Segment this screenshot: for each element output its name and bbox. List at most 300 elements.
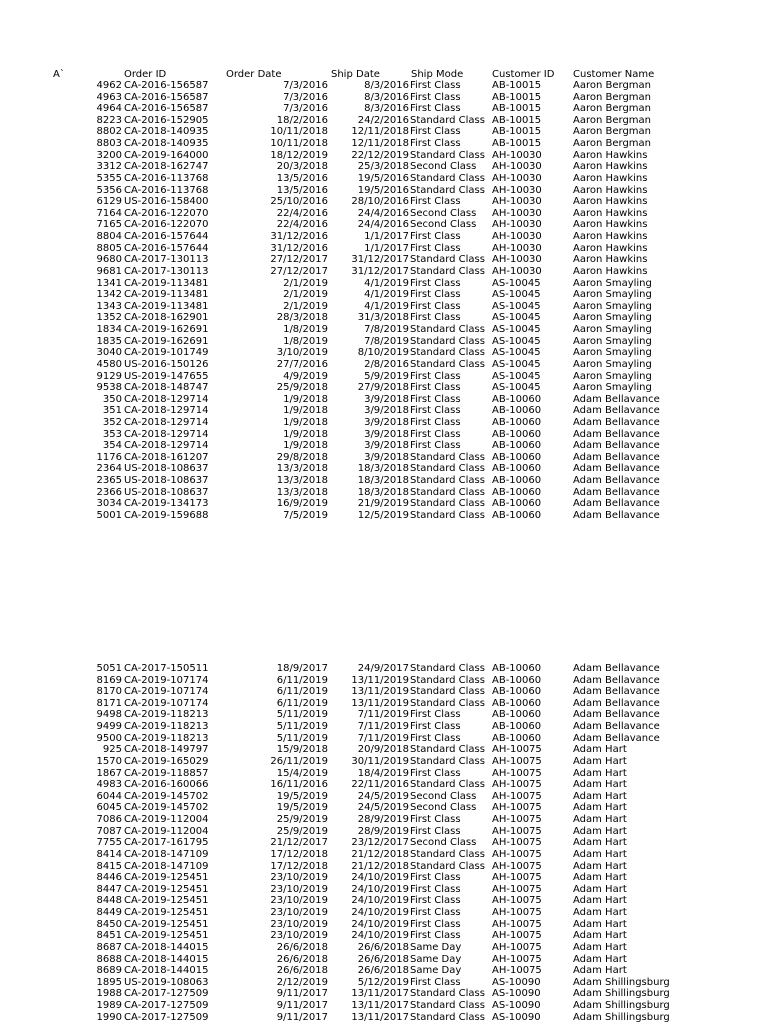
order-date-cell: 6/11/2019 bbox=[276, 674, 328, 686]
ship-date-cell: 24/10/2019 bbox=[351, 883, 409, 895]
order-date-cell: 23/10/2019 bbox=[270, 895, 328, 907]
row-number-cell: 351 bbox=[102, 405, 122, 417]
table-row bbox=[0, 1000, 768, 1012]
table-row bbox=[0, 336, 768, 348]
order-id-cell: CA-2016-113768 bbox=[124, 184, 209, 196]
row-number-cell: 5356 bbox=[96, 184, 122, 196]
customer-id-cell: AS-10045 bbox=[492, 300, 541, 312]
customer-id-cell: AH-10030 bbox=[492, 231, 542, 243]
customer-name-cell: Aaron Bergman bbox=[573, 126, 651, 138]
ship-mode-cell: First Class bbox=[410, 895, 461, 907]
customer-name-cell: Adam Hart bbox=[573, 918, 627, 930]
table-row bbox=[0, 440, 768, 452]
ship-mode-cell: Standard Class bbox=[410, 486, 485, 498]
ship-mode-cell: First Class bbox=[410, 196, 461, 208]
ship-date-cell: 1/1/2017 bbox=[364, 231, 409, 243]
row-number-cell: 7164 bbox=[96, 207, 122, 219]
ship-mode-cell: First Class bbox=[410, 382, 461, 394]
customer-id-cell: AB-10060 bbox=[492, 440, 542, 452]
customer-id-cell: AH-10075 bbox=[492, 744, 542, 756]
ship-mode-cell: Standard Class bbox=[410, 697, 485, 709]
row-number-cell: 8449 bbox=[96, 907, 122, 919]
order-id-cell: CA-2016-122070 bbox=[124, 219, 209, 231]
table-row bbox=[0, 487, 768, 499]
customer-name-cell: Aaron Hawkins bbox=[573, 184, 648, 196]
row-number-cell: 8223 bbox=[96, 114, 122, 126]
customer-name-cell: Aaron Bergman bbox=[573, 138, 651, 150]
order-id-cell: CA-2018-129714 bbox=[124, 393, 209, 405]
row-number-cell: 6045 bbox=[96, 802, 122, 814]
customer-id-cell: AS-10045 bbox=[492, 358, 541, 370]
row-number-cell: 9680 bbox=[96, 254, 122, 266]
table-row bbox=[0, 1012, 768, 1024]
row-number-cell: 1343 bbox=[96, 300, 122, 312]
order-date-cell: 13/5/2016 bbox=[276, 172, 328, 184]
ship-date-cell: 13/11/2019 bbox=[351, 697, 409, 709]
ship-date-cell: 4/1/2019 bbox=[364, 277, 409, 289]
order-date-cell: 21/12/2017 bbox=[270, 837, 328, 849]
table-row bbox=[0, 965, 768, 977]
table-row bbox=[0, 80, 768, 92]
row-number-cell: 8451 bbox=[96, 930, 122, 942]
row-number-cell: 3034 bbox=[96, 498, 122, 510]
ship-date-cell: 24/10/2019 bbox=[351, 895, 409, 907]
row-number-cell: 8170 bbox=[96, 686, 122, 698]
order-date-cell: 5/11/2019 bbox=[276, 732, 328, 744]
order-id-cell: CA-2019-125451 bbox=[124, 895, 209, 907]
ship-date-cell: 24/4/2016 bbox=[357, 219, 409, 231]
ship-date-cell: 20/9/2018 bbox=[357, 744, 409, 756]
row-number-cell: 2365 bbox=[96, 475, 122, 487]
customer-name-cell: Aaron Bergman bbox=[573, 114, 651, 126]
row-number-cell: 7086 bbox=[96, 814, 122, 826]
ship-mode-cell: First Class bbox=[410, 405, 461, 417]
ship-mode-cell: First Class bbox=[410, 918, 461, 930]
customer-name-cell: Aaron Hawkins bbox=[573, 149, 648, 161]
ship-date-cell: 24/9/2017 bbox=[357, 663, 409, 674]
customer-name-cell: Aaron Smayling bbox=[573, 370, 652, 382]
order-id-cell: CA-2019-165029 bbox=[124, 755, 209, 767]
row-number-cell: 8805 bbox=[96, 242, 122, 254]
order-id-cell: CA-2019-118213 bbox=[124, 732, 209, 744]
ship-mode-cell: First Class bbox=[410, 393, 461, 405]
customer-id-cell: AB-10060 bbox=[492, 405, 542, 417]
ship-date-cell: 19/5/2016 bbox=[357, 172, 409, 184]
customer-id-cell: AS-10045 bbox=[492, 382, 541, 394]
customer-id-cell: AH-10075 bbox=[492, 883, 542, 895]
table-row bbox=[0, 208, 768, 220]
customer-name-cell: Aaron Smayling bbox=[573, 312, 652, 324]
order-date-cell: 7/3/2016 bbox=[283, 80, 328, 91]
ship-mode-cell: First Class bbox=[410, 440, 461, 452]
row-number-cell: 8689 bbox=[96, 965, 122, 977]
ship-mode-cell: First Class bbox=[410, 80, 461, 91]
table-row bbox=[0, 475, 768, 487]
ship-mode-cell: First Class bbox=[410, 242, 461, 254]
row-number-cell: 5355 bbox=[96, 172, 122, 184]
table-row bbox=[0, 919, 768, 931]
customer-id-cell: AH-10030 bbox=[492, 161, 542, 173]
ship-date-cell: 18/3/2018 bbox=[357, 486, 409, 498]
row-number-cell: 9500 bbox=[96, 732, 122, 744]
ship-date-cell: 18/3/2018 bbox=[357, 463, 409, 475]
order-date-cell: 1/9/2018 bbox=[283, 416, 328, 428]
customer-id-cell: AH-10030 bbox=[492, 219, 542, 231]
customer-name-cell: Adam Hart bbox=[573, 779, 627, 791]
order-id-cell: CA-2019-118857 bbox=[124, 767, 209, 779]
customer-id-cell: AH-10075 bbox=[492, 895, 542, 907]
order-date-cell: 25/9/2018 bbox=[276, 382, 328, 394]
ship-date-cell: 7/11/2019 bbox=[357, 721, 409, 733]
customer-id-cell: AS-10045 bbox=[492, 289, 541, 301]
customer-id-cell: AH-10075 bbox=[492, 848, 542, 860]
ship-date-cell: 8/3/2016 bbox=[364, 103, 409, 115]
row-number-cell: 1352 bbox=[96, 312, 122, 324]
order-id-cell: CA-2019-125451 bbox=[124, 930, 209, 942]
customer-id-cell: AB-10060 bbox=[492, 663, 542, 674]
table-row bbox=[0, 779, 768, 791]
order-id-cell: CA-2016-156587 bbox=[124, 103, 209, 115]
order-id-cell: CA-2019-145702 bbox=[124, 802, 209, 814]
order-date-cell: 13/3/2018 bbox=[276, 475, 328, 487]
order-id-cell: CA-2018-162901 bbox=[124, 312, 209, 324]
table-row bbox=[0, 243, 768, 255]
table-row bbox=[0, 954, 768, 966]
table-row bbox=[0, 254, 768, 266]
customer-name-cell: Aaron Smayling bbox=[573, 335, 652, 347]
table-row bbox=[0, 115, 768, 127]
customer-id-cell: AS-10045 bbox=[492, 370, 541, 382]
row-number-cell: 9129 bbox=[96, 370, 122, 382]
order-date-cell: 1/9/2018 bbox=[283, 440, 328, 452]
customer-id-cell: AB-10060 bbox=[492, 686, 542, 698]
table-row bbox=[0, 907, 768, 919]
customer-name-cell: Aaron Hawkins bbox=[573, 242, 648, 254]
ship-mode-cell: Standard Class bbox=[410, 475, 485, 487]
ship-mode-cell: First Class bbox=[410, 732, 461, 744]
order-id-cell: CA-2019-112004 bbox=[124, 825, 209, 837]
customer-name-cell: Adam Hart bbox=[573, 814, 627, 826]
ship-date-cell: 24/10/2019 bbox=[351, 930, 409, 942]
ship-date-cell: 22/12/2019 bbox=[351, 149, 409, 161]
table-row bbox=[0, 768, 768, 780]
row-number-cell: 4963 bbox=[96, 91, 122, 103]
ship-mode-cell: First Class bbox=[410, 277, 461, 289]
ship-mode-cell: Second Class bbox=[410, 802, 477, 814]
order-id-cell: CA-2019-113481 bbox=[124, 300, 209, 312]
ship-date-cell: 12/11/2018 bbox=[351, 138, 409, 150]
order-date-cell: 27/7/2016 bbox=[276, 358, 328, 370]
order-id-cell: CA-2018-140935 bbox=[124, 126, 209, 138]
row-number-cell: 8802 bbox=[96, 126, 122, 138]
table-row bbox=[0, 861, 768, 873]
order-date-cell: 17/12/2018 bbox=[270, 860, 328, 872]
table-row bbox=[0, 884, 768, 896]
order-date-cell: 26/6/2018 bbox=[276, 965, 328, 977]
order-date-cell: 1/9/2018 bbox=[283, 428, 328, 440]
table-row bbox=[0, 301, 768, 313]
header-customer-id: Customer ID bbox=[492, 69, 555, 80]
customer-id-cell: AH-10075 bbox=[492, 837, 542, 849]
order-date-cell: 7/3/2016 bbox=[283, 103, 328, 115]
row-number-cell: 9498 bbox=[96, 709, 122, 721]
row-number-cell: 1834 bbox=[96, 324, 122, 336]
ship-mode-cell: First Class bbox=[410, 721, 461, 733]
table-row bbox=[0, 510, 768, 522]
order-id-cell: CA-2019-107174 bbox=[124, 674, 209, 686]
row-number-cell: 350 bbox=[102, 393, 122, 405]
ship-date-cell: 3/9/2018 bbox=[364, 393, 409, 405]
table-row bbox=[0, 219, 768, 231]
order-date-cell: 1/8/2019 bbox=[283, 324, 328, 336]
customer-name-cell: Aaron Hawkins bbox=[573, 161, 648, 173]
table-row bbox=[0, 872, 768, 884]
ship-date-cell: 8/10/2019 bbox=[357, 347, 409, 359]
row-number-cell: 8804 bbox=[96, 231, 122, 243]
order-date-cell: 23/10/2019 bbox=[270, 872, 328, 884]
customer-name-cell: Adam Bellavance bbox=[573, 393, 660, 405]
customer-name-cell: Adam Bellavance bbox=[573, 475, 660, 487]
order-id-cell: CA-2019-118213 bbox=[124, 709, 209, 721]
customer-id-cell: AH-10030 bbox=[492, 149, 542, 161]
customer-name-cell: Adam Hart bbox=[573, 802, 627, 814]
customer-name-cell: Adam Hart bbox=[573, 895, 627, 907]
table-row bbox=[0, 173, 768, 185]
order-id-cell: CA-2017-130113 bbox=[124, 254, 209, 266]
order-date-cell: 28/3/2018 bbox=[276, 312, 328, 324]
row-number-cell: 8688 bbox=[96, 953, 122, 965]
order-date-cell: 9/11/2017 bbox=[276, 988, 328, 1000]
customer-id-cell: AH-10075 bbox=[492, 907, 542, 919]
ship-mode-cell: Same Day bbox=[410, 965, 462, 977]
ship-date-cell: 3/9/2018 bbox=[364, 440, 409, 452]
customer-id-cell: AB-10060 bbox=[492, 416, 542, 428]
row-number-cell: 1867 bbox=[96, 767, 122, 779]
customer-id-cell: AH-10075 bbox=[492, 918, 542, 930]
row-number-cell: 5001 bbox=[96, 509, 122, 521]
row-number-cell: 8803 bbox=[96, 138, 122, 150]
ship-mode-cell: Standard Class bbox=[410, 674, 485, 686]
customer-name-cell: Adam Shillingsburg bbox=[573, 988, 670, 1000]
table-row bbox=[0, 289, 768, 301]
customer-name-cell: Aaron Smayling bbox=[573, 289, 652, 301]
row-number-cell: 9538 bbox=[96, 382, 122, 394]
customer-id-cell: AH-10030 bbox=[492, 254, 542, 266]
ship-date-cell: 24/10/2019 bbox=[351, 872, 409, 884]
header-order-date: Order Date bbox=[226, 69, 282, 80]
order-id-cell: CA-2017-127509 bbox=[124, 1011, 209, 1023]
customer-id-cell: AS-10045 bbox=[492, 277, 541, 289]
table-row bbox=[0, 185, 768, 197]
customer-name-cell: Adam Hart bbox=[573, 790, 627, 802]
customer-name-cell: Adam Bellavance bbox=[573, 428, 660, 440]
order-date-cell: 5/11/2019 bbox=[276, 709, 328, 721]
customer-id-cell: AB-10060 bbox=[492, 486, 542, 498]
ship-date-cell: 24/5/2019 bbox=[357, 802, 409, 814]
customer-id-cell: AH-10075 bbox=[492, 860, 542, 872]
customer-id-cell: AB-10060 bbox=[492, 697, 542, 709]
table-row bbox=[0, 371, 768, 383]
ship-mode-cell: Standard Class bbox=[410, 463, 485, 475]
ship-mode-cell: Standard Class bbox=[410, 184, 485, 196]
customer-id-cell: AB-10060 bbox=[492, 475, 542, 487]
table-row bbox=[0, 721, 768, 733]
row-number-cell: 8415 bbox=[96, 860, 122, 872]
row-number-cell: 3312 bbox=[96, 161, 122, 173]
ship-mode-cell: Second Class bbox=[410, 837, 477, 849]
ship-date-cell: 21/12/2018 bbox=[351, 848, 409, 860]
ship-date-cell: 21/12/2018 bbox=[351, 860, 409, 872]
ship-mode-cell: First Class bbox=[410, 126, 461, 138]
order-id-cell: CA-2019-125451 bbox=[124, 918, 209, 930]
order-id-cell: CA-2019-107174 bbox=[124, 697, 209, 709]
row-number-cell: 1341 bbox=[96, 277, 122, 289]
order-date-cell: 25/9/2019 bbox=[276, 814, 328, 826]
row-number-cell: 1342 bbox=[96, 289, 122, 301]
row-number-cell: 3040 bbox=[96, 347, 122, 359]
customer-id-cell: AB-10015 bbox=[492, 114, 542, 126]
row-number-cell: 7165 bbox=[96, 219, 122, 231]
order-date-cell: 26/11/2019 bbox=[270, 755, 328, 767]
order-date-cell: 18/2/2016 bbox=[276, 114, 328, 126]
order-date-cell: 23/10/2019 bbox=[270, 930, 328, 942]
customer-id-cell: AH-10075 bbox=[492, 755, 542, 767]
ship-date-cell: 12/5/2019 bbox=[357, 509, 409, 521]
customer-name-cell: Adam Hart bbox=[573, 883, 627, 895]
order-id-cell: CA-2017-161795 bbox=[124, 837, 209, 849]
order-id-cell: US-2018-108637 bbox=[124, 486, 209, 498]
table-row bbox=[0, 826, 768, 838]
table-row bbox=[0, 347, 768, 359]
order-id-cell: CA-2019-162691 bbox=[124, 324, 209, 336]
ship-date-cell: 1/1/2017 bbox=[364, 242, 409, 254]
order-id-cell: CA-2017-130113 bbox=[124, 265, 209, 277]
row-number-cell: 2366 bbox=[96, 486, 122, 498]
ship-date-cell: 18/3/2018 bbox=[357, 475, 409, 487]
ship-date-cell: 19/5/2016 bbox=[357, 184, 409, 196]
ship-date-cell: 22/11/2016 bbox=[351, 779, 409, 791]
row-number-cell: 925 bbox=[102, 744, 122, 756]
customer-id-cell: AS-10090 bbox=[492, 988, 541, 1000]
table-row bbox=[0, 429, 768, 441]
order-date-cell: 27/12/2017 bbox=[270, 254, 328, 266]
header-order-id: Order ID bbox=[124, 69, 167, 80]
customer-name-cell: Aaron Smayling bbox=[573, 382, 652, 394]
ship-date-cell: 13/11/2019 bbox=[351, 674, 409, 686]
customer-name-cell: Aaron Hawkins bbox=[573, 254, 648, 266]
table-row bbox=[0, 988, 768, 1000]
order-id-cell: CA-2019-145702 bbox=[124, 790, 209, 802]
ship-mode-cell: First Class bbox=[410, 825, 461, 837]
customer-name-cell: Adam Bellavance bbox=[573, 709, 660, 721]
customer-name-cell: Adam Bellavance bbox=[573, 498, 660, 510]
table-row bbox=[0, 849, 768, 861]
customer-name-cell: Aaron Hawkins bbox=[573, 219, 648, 231]
order-id-cell: CA-2019-113481 bbox=[124, 277, 209, 289]
ship-mode-cell: First Class bbox=[410, 91, 461, 103]
order-id-cell: CA-2019-164000 bbox=[124, 149, 209, 161]
ship-mode-cell: Standard Class bbox=[410, 744, 485, 756]
ship-mode-cell: Same Day bbox=[410, 941, 462, 953]
table-row bbox=[0, 92, 768, 104]
row-number-cell: 9499 bbox=[96, 721, 122, 733]
table-row bbox=[0, 312, 768, 324]
order-id-cell: CA-2018-161207 bbox=[124, 451, 209, 463]
customer-name-cell: Adam Bellavance bbox=[573, 440, 660, 452]
table-row bbox=[0, 394, 768, 406]
header-customer-name: Customer Name bbox=[573, 69, 655, 80]
order-date-cell: 2/1/2019 bbox=[283, 289, 328, 301]
row-number-cell: 352 bbox=[102, 416, 122, 428]
row-number-cell: 9681 bbox=[96, 265, 122, 277]
customer-name-cell: Aaron Smayling bbox=[573, 358, 652, 370]
order-date-cell: 19/5/2019 bbox=[276, 802, 328, 814]
ship-date-cell: 3/9/2018 bbox=[364, 428, 409, 440]
ship-date-cell: 28/10/2016 bbox=[351, 196, 409, 208]
ship-mode-cell: Standard Class bbox=[410, 149, 485, 161]
customer-id-cell: AB-10060 bbox=[492, 393, 542, 405]
ship-mode-cell: First Class bbox=[410, 814, 461, 826]
customer-name-cell: Aaron Bergman bbox=[573, 103, 651, 115]
customer-id-cell: AS-10090 bbox=[492, 976, 541, 988]
corner-label: A` bbox=[53, 69, 65, 80]
order-date-cell: 9/11/2017 bbox=[276, 1011, 328, 1023]
ship-mode-cell: Standard Class bbox=[410, 254, 485, 266]
order-id-cell: CA-2017-127509 bbox=[124, 999, 209, 1011]
ship-date-cell: 13/11/2017 bbox=[351, 999, 409, 1011]
customer-id-cell: AB-10015 bbox=[492, 126, 542, 138]
order-id-cell: US-2019-147655 bbox=[124, 370, 209, 382]
order-date-cell: 15/4/2019 bbox=[276, 767, 328, 779]
row-number-cell: 8169 bbox=[96, 674, 122, 686]
table-row bbox=[0, 675, 768, 687]
order-date-cell: 18/9/2017 bbox=[276, 663, 328, 674]
row-number-cell: 7755 bbox=[96, 837, 122, 849]
ship-date-cell: 24/5/2019 bbox=[357, 790, 409, 802]
ship-date-cell: 7/8/2019 bbox=[364, 335, 409, 347]
customer-id-cell: AB-10060 bbox=[492, 709, 542, 721]
order-id-cell: CA-2017-150511 bbox=[124, 663, 209, 674]
ship-mode-cell: Standard Class bbox=[410, 999, 485, 1011]
row-number-cell: 1570 bbox=[96, 755, 122, 767]
customer-id-cell: AH-10030 bbox=[492, 184, 542, 196]
customer-name-cell: Adam Bellavance bbox=[573, 674, 660, 686]
order-id-cell: CA-2019-112004 bbox=[124, 814, 209, 826]
row-number-cell: 1990 bbox=[96, 1011, 122, 1023]
row-number-cell: 1988 bbox=[96, 988, 122, 1000]
customer-id-cell: AB-10060 bbox=[492, 463, 542, 475]
order-id-cell: CA-2018-144015 bbox=[124, 953, 209, 965]
table-row bbox=[0, 266, 768, 278]
order-date-cell: 13/3/2018 bbox=[276, 463, 328, 475]
customer-id-cell: AH-10030 bbox=[492, 207, 542, 219]
ship-mode-cell: Standard Class bbox=[410, 324, 485, 336]
customer-name-cell: Adam Shillingsburg bbox=[573, 999, 670, 1011]
order-id-cell: CA-2018-140935 bbox=[124, 138, 209, 150]
ship-mode-cell: First Class bbox=[410, 231, 461, 243]
order-date-cell: 17/12/2018 bbox=[270, 848, 328, 860]
customer-id-cell: AH-10075 bbox=[492, 941, 542, 953]
table-row bbox=[0, 196, 768, 208]
ship-date-cell: 30/11/2019 bbox=[351, 755, 409, 767]
ship-mode-cell: Standard Class bbox=[410, 172, 485, 184]
customer-name-cell: Adam Bellavance bbox=[573, 686, 660, 698]
order-date-cell: 13/3/2018 bbox=[276, 486, 328, 498]
customer-name-cell: Adam Hart bbox=[573, 848, 627, 860]
ship-mode-cell: Standard Class bbox=[410, 335, 485, 347]
order-date-cell: 7/5/2019 bbox=[283, 509, 328, 521]
order-id-cell: CA-2019-113481 bbox=[124, 289, 209, 301]
